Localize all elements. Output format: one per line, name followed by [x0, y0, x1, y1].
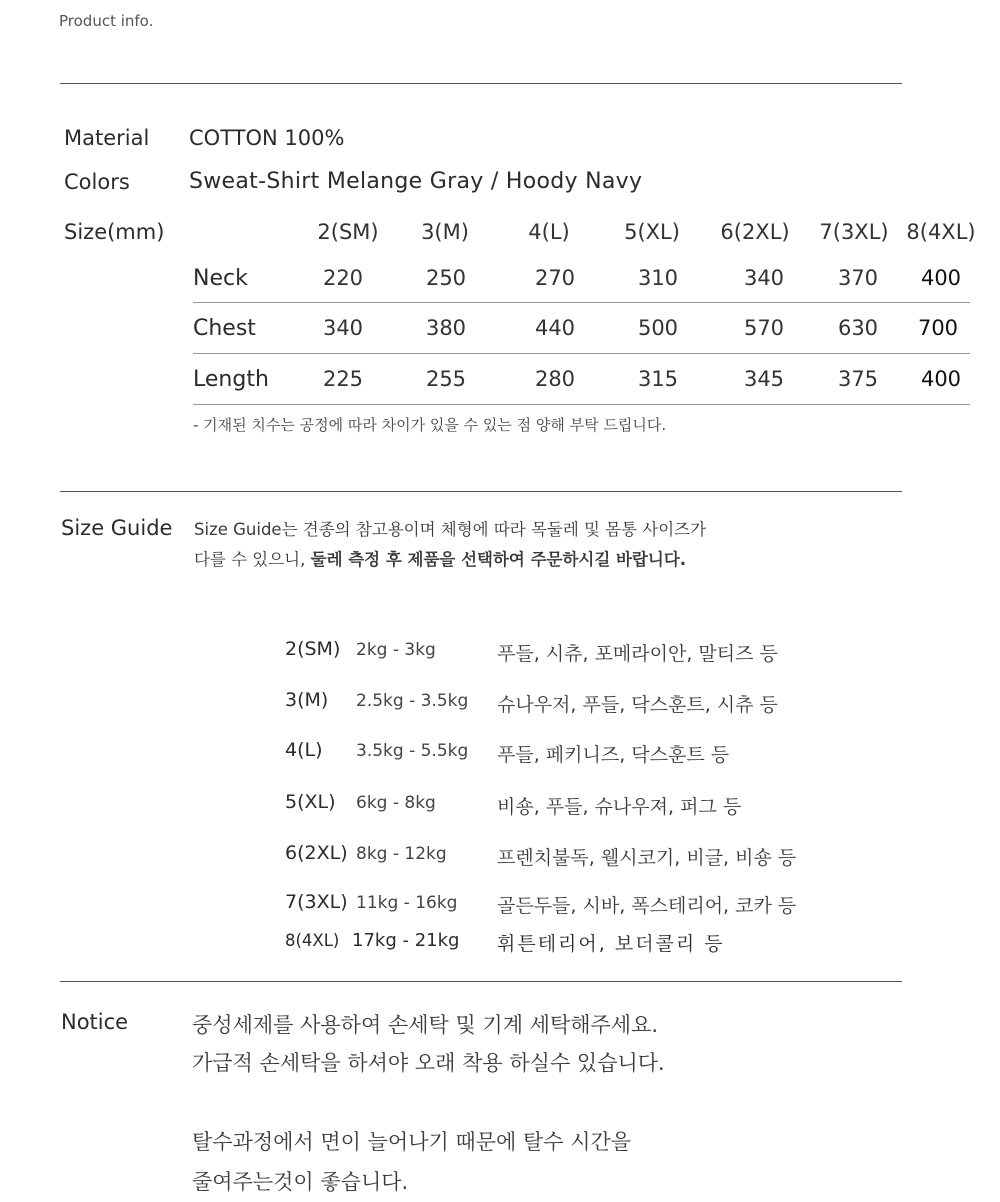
guide-weight: 8kg - 12kg — [356, 844, 447, 864]
table-cell: 570 — [743, 316, 785, 340]
table-cell: 370 — [837, 266, 879, 290]
guide-weight: 17kg - 21kg — [352, 930, 460, 951]
table-cell: 380 — [425, 316, 467, 340]
guide-weight: 2.5kg - 3.5kg — [356, 691, 469, 711]
table-cell: 225 — [322, 367, 364, 391]
notice-label: Notice — [61, 1010, 129, 1034]
size-table-label: Size(mm) — [64, 220, 165, 244]
table-cell: 220 — [322, 266, 364, 290]
divider — [60, 981, 902, 982]
notice-line: 줄여주는것이 좋습니다. — [192, 1170, 409, 1194]
table-cell: 345 — [743, 367, 785, 391]
guide-breeds: 프렌치불독, 웰시코기, 비글, 비숑 등 — [497, 847, 797, 869]
colors-label: Colors — [64, 170, 130, 194]
size-column-header: 4(L) — [528, 220, 570, 244]
table-row-label: Neck — [193, 266, 248, 291]
table-cell: 500 — [637, 316, 679, 340]
size-column-header: 8(4XL) — [906, 220, 976, 244]
notice-line: 중성세제를 사용하여 손세탁 및 기계 세탁해주세요. — [192, 1013, 659, 1037]
table-cell: 315 — [637, 367, 679, 391]
size-column-header: 3(M) — [421, 220, 469, 244]
guide-weight: 3.5kg - 5.5kg — [356, 741, 469, 761]
table-cell: 630 — [837, 316, 879, 340]
guide-breeds: 슈나우저, 푸들, 닥스훈트, 시츄 등 — [497, 694, 778, 716]
guide-weight: 11kg - 16kg — [356, 893, 458, 913]
material-label: Material — [64, 126, 150, 150]
size-column-header: 6(2XL) — [720, 220, 790, 244]
guide-size: 6(2XL) — [285, 842, 348, 864]
table-cell: 340 — [322, 316, 364, 340]
divider — [60, 491, 902, 492]
guide-weight: 6kg - 8kg — [356, 793, 436, 813]
size-table-note: - 기재된 치수는 공정에 따라 차이가 있을 수 있는 점 양해 부탁 드립니다. — [193, 416, 667, 434]
size-guide-text-line1: Size Guide는 견종의 참고용이며 체형에 따라 목둘레 및 몸통 사이즈가 — [194, 520, 707, 539]
divider — [60, 83, 902, 84]
notice-line: 가급적 손세탁을 하셔야 오래 착용 하실수 있습니다. — [192, 1051, 665, 1075]
size-guide-text-line2 — [194, 546, 686, 570]
row-divider — [193, 353, 970, 354]
guide-size: 4(L) — [285, 739, 323, 761]
guide-breeds: 푸들, 페키니즈, 닥스훈트 등 — [497, 744, 730, 766]
size-guide-text-bold: 둘레 측정 후 제품을 선택하여 주문하시길 바랍니다. — [310, 550, 687, 569]
size-column-header: 2(SM) — [317, 220, 379, 244]
table-cell: 270 — [534, 266, 576, 290]
guide-breeds: 비숑, 푸들, 슈나우져, 퍼그 등 — [497, 796, 742, 818]
guide-size: 2(SM) — [285, 638, 341, 660]
notice-line: 탈수과정에서 면이 늘어나기 때문에 탈수 시간을 — [192, 1130, 632, 1154]
row-divider — [193, 302, 970, 303]
size-guide-label: Size Guide — [61, 516, 173, 540]
table-cell: 700 — [917, 316, 959, 340]
table-cell: 280 — [534, 367, 576, 391]
row-divider — [193, 404, 970, 405]
colors-value: Sweat-Shirt Melange Gray / Hoody Navy — [189, 169, 643, 194]
table-cell: 255 — [425, 367, 467, 391]
size-guide-text-normal: 다를 수 있으니, — [194, 550, 311, 569]
table-cell: 340 — [743, 266, 785, 290]
guide-size: 8(4XL) — [285, 931, 340, 950]
guide-weight: 2kg - 3kg — [356, 640, 436, 660]
guide-breeds: 골든두들, 시바, 폭스테리어, 코카 등 — [497, 895, 797, 917]
size-column-header: 7(3XL) — [819, 220, 889, 244]
guide-breeds: 푸들, 시츄, 포메라이안, 말티즈 등 — [497, 643, 778, 665]
table-cell: 400 — [920, 266, 962, 290]
guide-breeds: 휘튼테리어, 보더콜리 등 — [497, 933, 725, 955]
table-cell: 440 — [534, 316, 576, 340]
size-column-header: 5(XL) — [624, 220, 680, 244]
guide-size: 3(M) — [285, 689, 329, 711]
table-row-label: Length — [193, 367, 269, 392]
table-cell: 250 — [425, 266, 467, 290]
guide-size: 5(XL) — [285, 791, 336, 813]
table-row-label: Chest — [193, 316, 256, 341]
guide-size: 7(3XL) — [285, 891, 348, 913]
table-cell: 400 — [920, 367, 962, 391]
material-value: COTTON 100% — [189, 126, 345, 150]
table-cell: 310 — [637, 266, 679, 290]
section-header-title: Product info. — [59, 12, 154, 30]
table-cell: 375 — [837, 367, 879, 391]
